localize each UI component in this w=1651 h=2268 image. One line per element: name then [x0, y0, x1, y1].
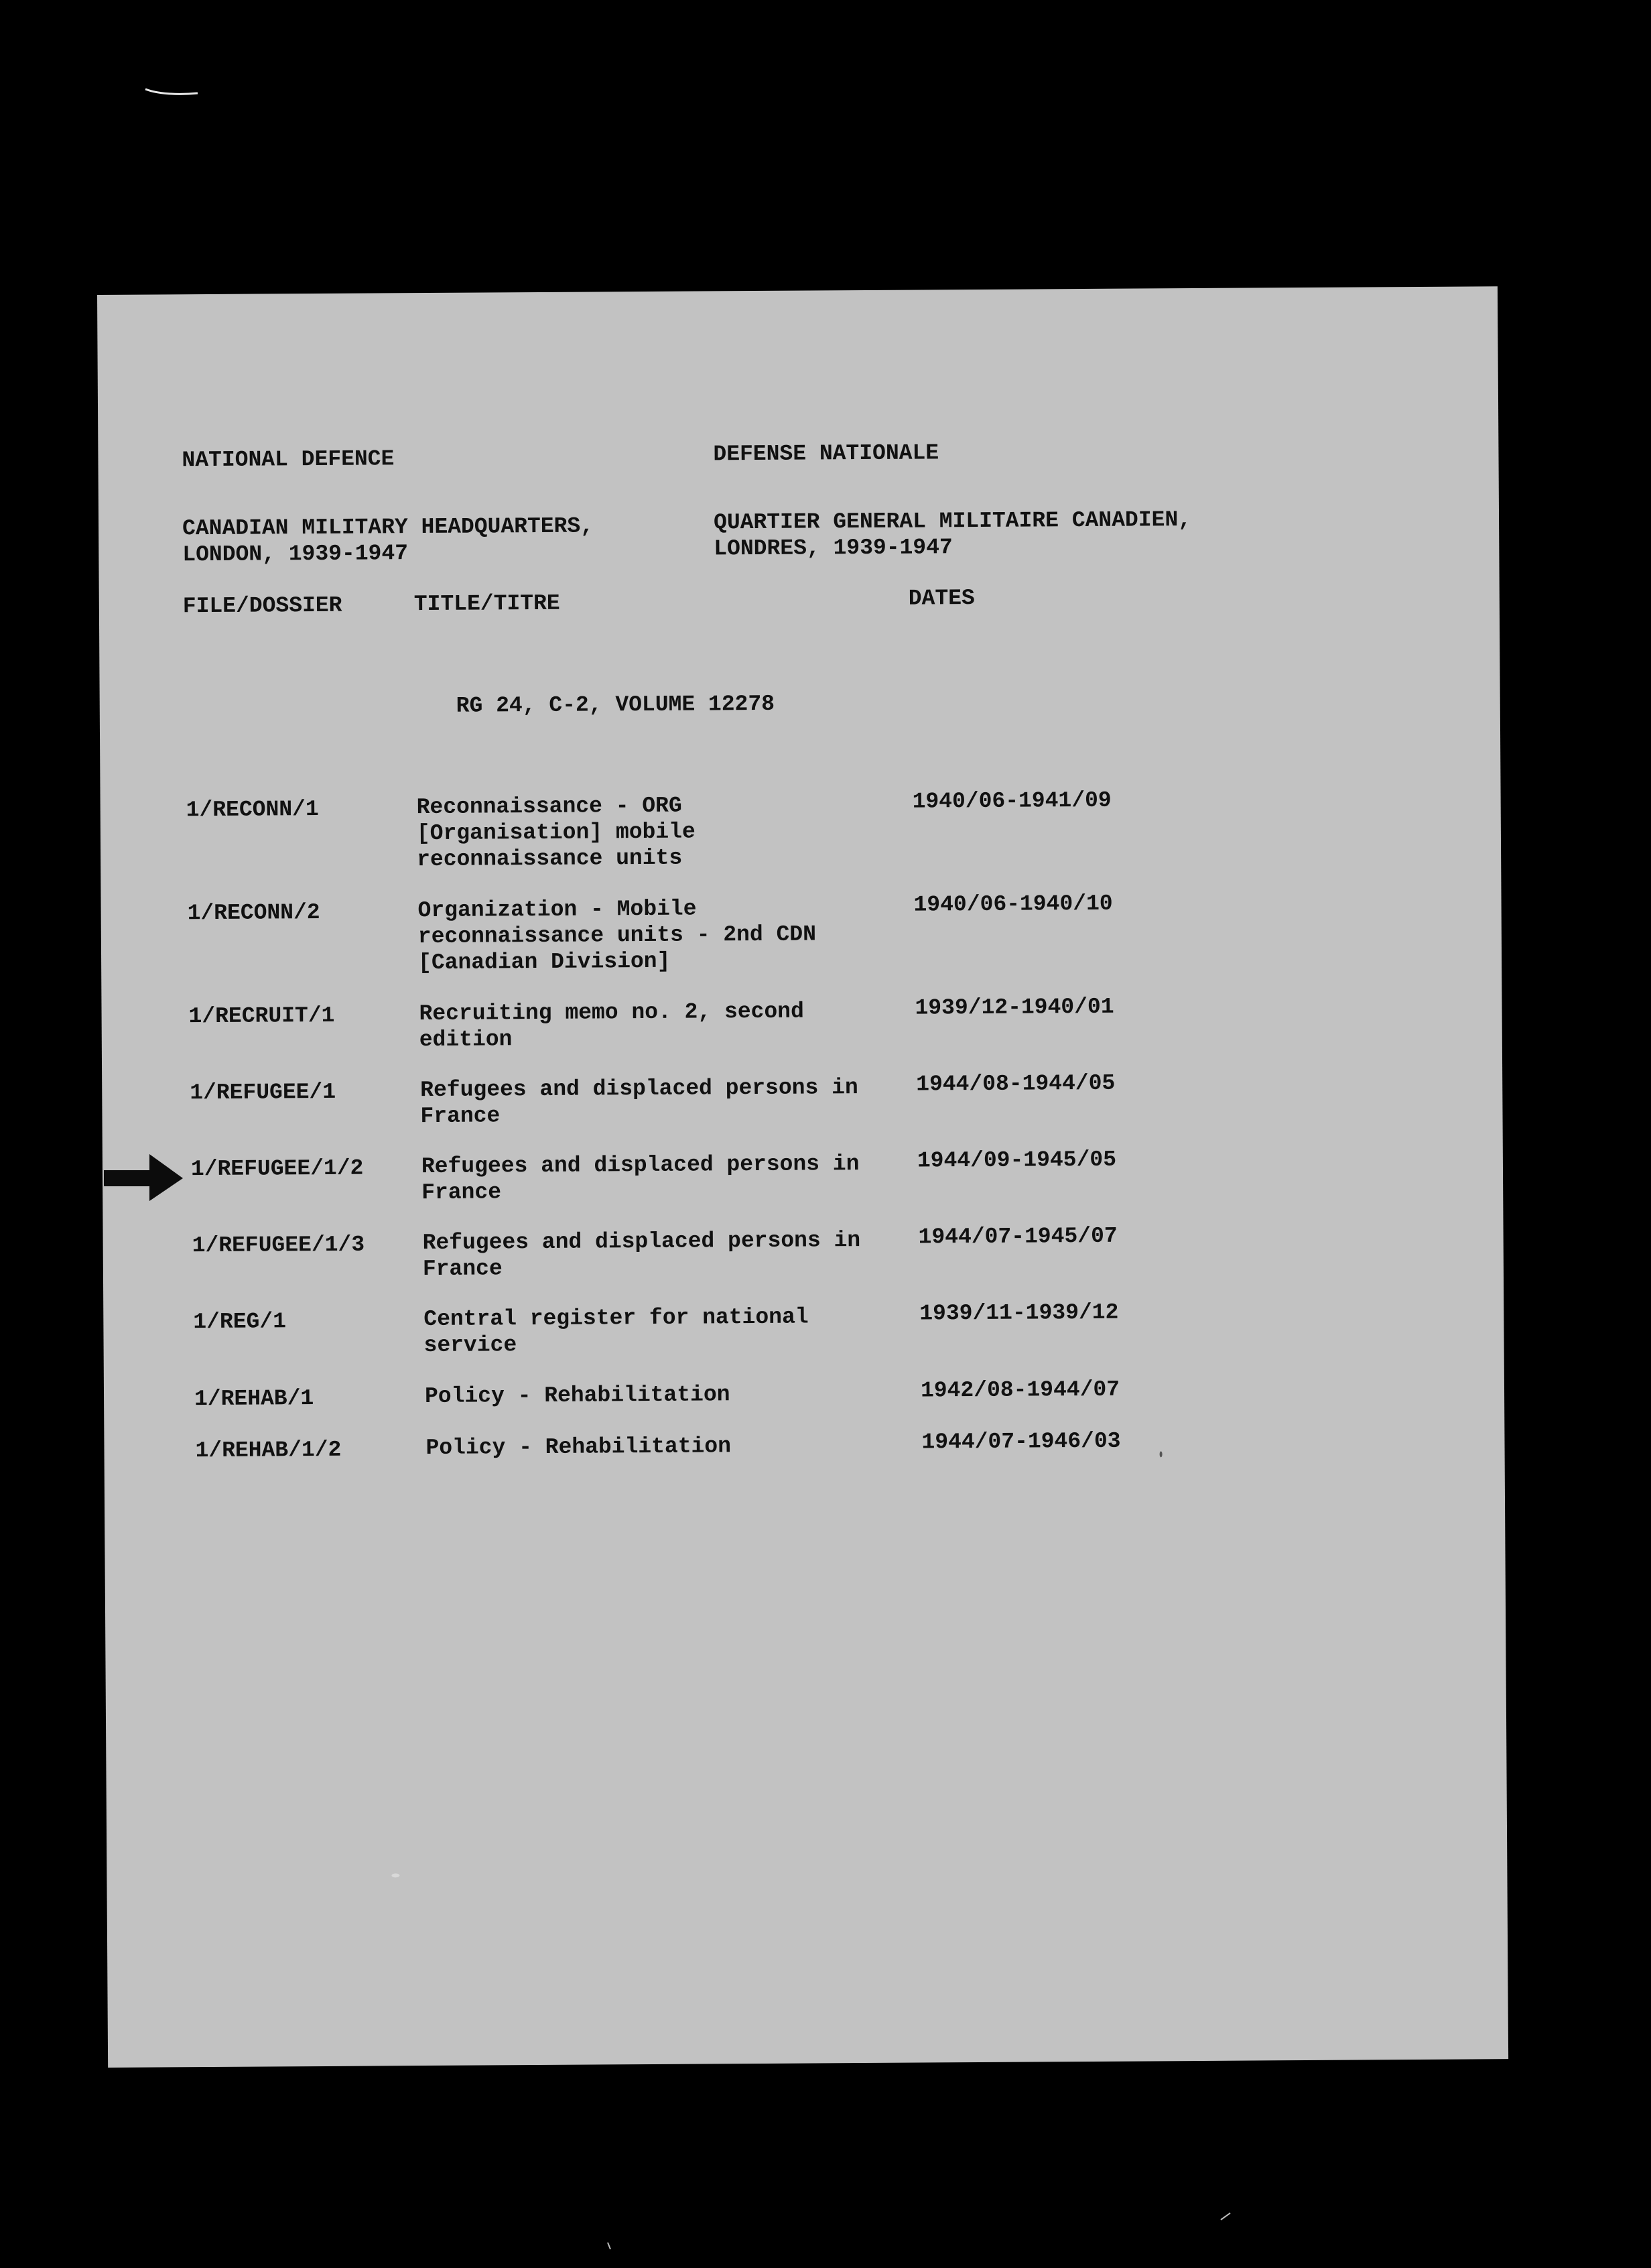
- org-name-fr: DEFENSE NATIONALE: [713, 440, 939, 467]
- row-9-title-line1: Policy - Rehabilitation: [425, 1434, 732, 1461]
- row-4-title-line1: Refugees and displaced persons in: [420, 1075, 858, 1103]
- row-3-title-line1: Recruiting memo no. 2, second: [419, 999, 804, 1027]
- row-7-title-line2: service: [423, 1332, 517, 1359]
- row-7-file: 1/REG/1: [193, 1309, 287, 1335]
- row-5-title-line2: France: [421, 1180, 502, 1206]
- row-5-dates: 1944/09-1945/05: [917, 1147, 1117, 1174]
- row-5-title-line1: Refugees and displaced persons in: [421, 1151, 860, 1180]
- column-header-dates: DATES: [908, 586, 975, 611]
- hq-name-en-line2: LONDON, 1939-1947: [182, 541, 409, 568]
- row-4-file: 1/REFUGEE/1: [190, 1079, 336, 1106]
- row-1-title-line2: [Organisation] mobile: [416, 819, 696, 846]
- row-2-title-line3: [Canadian Division]: [417, 948, 671, 976]
- row-5-file: 1/REFUGEE/1/2: [190, 1155, 364, 1182]
- row-9-dates: 1944/07-1946/03: [921, 1428, 1121, 1455]
- row-1-title-line1: Reconnaissance - ORG: [416, 793, 682, 820]
- column-header-title: TITLE/TITRE: [413, 590, 560, 617]
- paper-speck: [391, 1873, 399, 1877]
- row-7-title-line1: Central register for national: [423, 1304, 809, 1332]
- paper-speck: [1160, 1451, 1163, 1457]
- row-2-dates: 1940/06-1940/10: [913, 891, 1113, 918]
- scratch-mark: [144, 87, 199, 97]
- row-3-title-line2: edition: [419, 1027, 513, 1053]
- hq-name-fr-line2: LONDRES, 1939-1947: [714, 535, 953, 562]
- volume-reference: RG 24, C-2, VOLUME 12278: [456, 691, 775, 718]
- row-6-file: 1/REFUGEE/1/3: [192, 1232, 365, 1259]
- row-3-file: 1/RECRUIT/1: [188, 1003, 335, 1029]
- row-4-dates: 1944/08-1944/05: [916, 1070, 1116, 1097]
- film-speck-icon: [606, 2242, 612, 2250]
- row-9-file: 1/REHAB/1/2: [195, 1437, 342, 1464]
- row-7-dates: 1939/11-1939/12: [919, 1300, 1119, 1326]
- row-1-title-line3: reconnaissance units: [417, 845, 683, 873]
- org-name-en: NATIONAL DEFENCE: [182, 446, 395, 473]
- row-3-dates: 1939/12-1940/01: [915, 994, 1114, 1021]
- row-2-file: 1/RECONN/2: [187, 899, 320, 926]
- row-4-title-line2: France: [420, 1103, 501, 1129]
- row-6-title-line1: Refugees and displaced persons in: [422, 1228, 861, 1256]
- row-8-title-line1: Policy - Rehabilitation: [424, 1382, 730, 1409]
- row-8-dates: 1942/08-1944/07: [920, 1377, 1120, 1403]
- document-page: [97, 286, 1508, 2068]
- row-6-title-line2: France: [422, 1256, 503, 1282]
- film-speck-icon: [1219, 2212, 1233, 2221]
- column-header-file: FILE/DOSSIER: [182, 592, 342, 619]
- row-2-title-line1: Organization - Mobile: [417, 896, 697, 924]
- row-1-file: 1/RECONN/1: [186, 796, 319, 823]
- hq-name-fr-line1: QUARTIER GENERAL MILITAIRE CANADIEN,: [713, 507, 1192, 536]
- row-1-dates: 1940/06-1941/09: [912, 788, 1112, 814]
- row-8-file: 1/REHAB/1: [194, 1386, 314, 1412]
- row-2-title-line2: reconnaissance units - 2nd CDN: [417, 922, 817, 950]
- row-6-dates: 1944/07-1945/07: [918, 1223, 1118, 1250]
- arrow-pointer-icon: [104, 1151, 184, 1204]
- hq-name-en-line1: CANADIAN MILITARY HEADQUARTERS,: [182, 513, 594, 542]
